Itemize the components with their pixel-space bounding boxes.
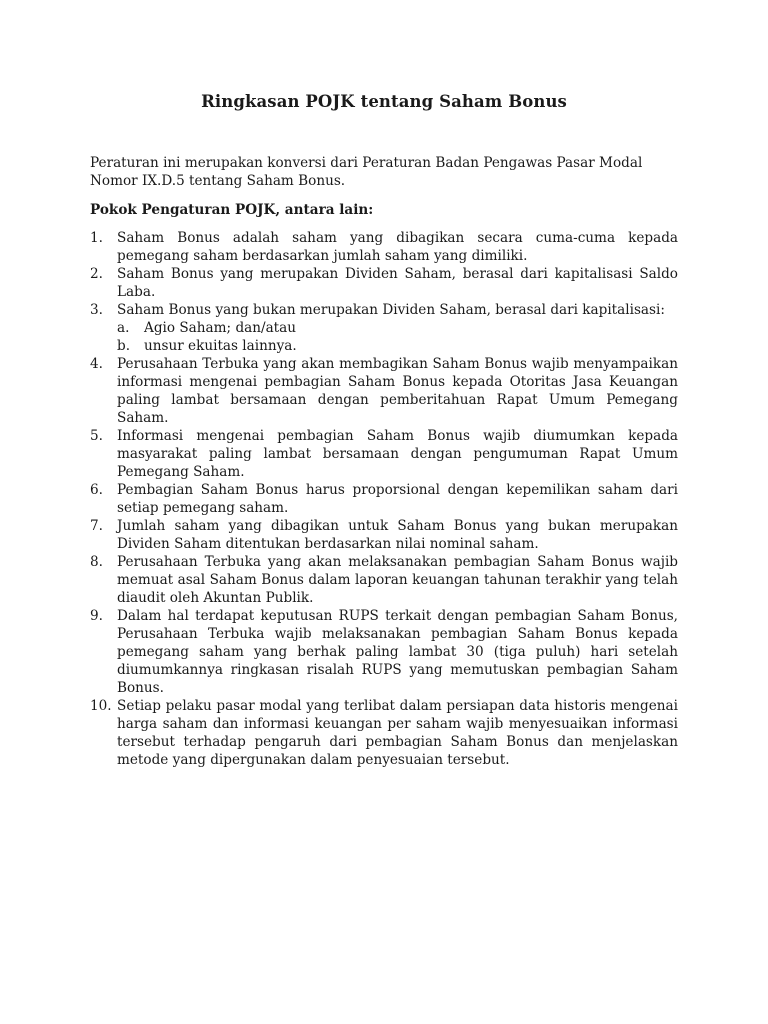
intro-paragraph: Peraturan ini merupakan konversi dari Peraturan Badan Pengawas Pasar Modal Nomor IX.D.5 tentang Saham Bonus. xyxy=(90,155,643,189)
document-title: Ringkasan POJK tentang Saham Bonus xyxy=(201,92,567,111)
list-item xyxy=(90,553,678,607)
sub-list-text: Agio Saham; dan/atau xyxy=(144,320,297,336)
list-item xyxy=(90,481,678,517)
list-item-number: 1. xyxy=(90,230,103,246)
list-item-number: 3. xyxy=(90,302,103,318)
sub-list-text: unsur ekuitas lainnya. xyxy=(144,338,297,354)
regulation-list xyxy=(90,229,678,769)
list-item-text: Setiap pelaku pasar modal yang terlibat dalam persiapan data historis mengenai harga saham dan informasi keuangan per saham wajib menyesuaikan informasi tersebut terhadap pengaruh dari pembagian Saham Bonus dan menjelaskan metode yang dipergunakan dalam penyesuaian tersebut. xyxy=(117,698,678,768)
list-item-number: 5. xyxy=(90,428,103,444)
list-item-number: 8. xyxy=(90,554,103,570)
list-item-number: 9. xyxy=(90,608,103,624)
list-item-number: 2. xyxy=(90,266,103,282)
list-item-text: Dalam hal terdapat keputusan RUPS terkait dengan pembagian Saham Bonus, Perusahaan Terbuka wajib melaksanakan pembagian Saham Bonus kepada pemegang saham yang berhak paling lambat 30 (tiga puluh) hari setelah diumumkannya ringkasan risalah RUPS yang memutuskan pembagian Saham Bonus. xyxy=(117,608,678,696)
list-item-text: Perusahaan Terbuka yang akan melaksanakan pembagian Saham Bonus wajib memuat asal Saham Bonus dalam laporan keuangan tahunan terakhir yang telah diaudit oleh Akuntan Publik. xyxy=(117,554,678,606)
section-heading: Pokok Pengaturan POJK, antara lain: xyxy=(90,202,374,218)
sub-list-letter: a. xyxy=(117,320,130,336)
list-item-number: 6. xyxy=(90,482,103,498)
list-item xyxy=(90,229,678,265)
list-item-text: Informasi mengenai pembagian Saham Bonus wajib diumumkan kepada masyarakat paling lambat bersamaan dengan pengumuman Rapat Umum Pemegang Saham. xyxy=(117,428,678,480)
list-item xyxy=(90,265,678,301)
list-item xyxy=(90,517,678,553)
list-item-text: Saham Bonus yang merupakan Dividen Saham, berasal dari kapitalisasi Saldo Laba. xyxy=(117,266,678,300)
list-item xyxy=(90,697,678,769)
list-item xyxy=(90,301,678,319)
list-item-number: 4. xyxy=(90,356,103,372)
list-item-number: 7. xyxy=(90,518,103,534)
list-item-text: Saham Bonus yang bukan merupakan Dividen Saham, berasal dari kapitalisasi: xyxy=(117,302,665,318)
list-item xyxy=(90,607,678,697)
list-item-number: 10. xyxy=(90,698,112,714)
list-item xyxy=(90,427,678,481)
sub-list-item xyxy=(90,319,678,337)
list-item-text: Pembagian Saham Bonus harus proporsional dengan kepemilikan saham dari setiap pemegang saham. xyxy=(117,482,678,516)
list-item-text: Jumlah saham yang dibagikan untuk Saham Bonus yang bukan merupakan Dividen Saham ditentukan berdasarkan nilai nominal saham. xyxy=(117,518,678,552)
sub-list-letter: b. xyxy=(117,338,131,354)
list-item-text: Perusahaan Terbuka yang akan membagikan Saham Bonus wajib menyampaikan informasi mengenai pembagian Saham Bonus kepada Otoritas Jasa Keuangan paling lambat bersamaan dengan pemberitahuan Rapat Umum Pemegang Saham. xyxy=(117,356,678,426)
list-item xyxy=(90,355,678,427)
sub-list-item xyxy=(90,337,678,355)
list-item-text: Saham Bonus adalah saham yang dibagikan secara cuma-cuma kepada pemegang saham berdasarkan jumlah saham yang dimiliki. xyxy=(117,230,678,264)
